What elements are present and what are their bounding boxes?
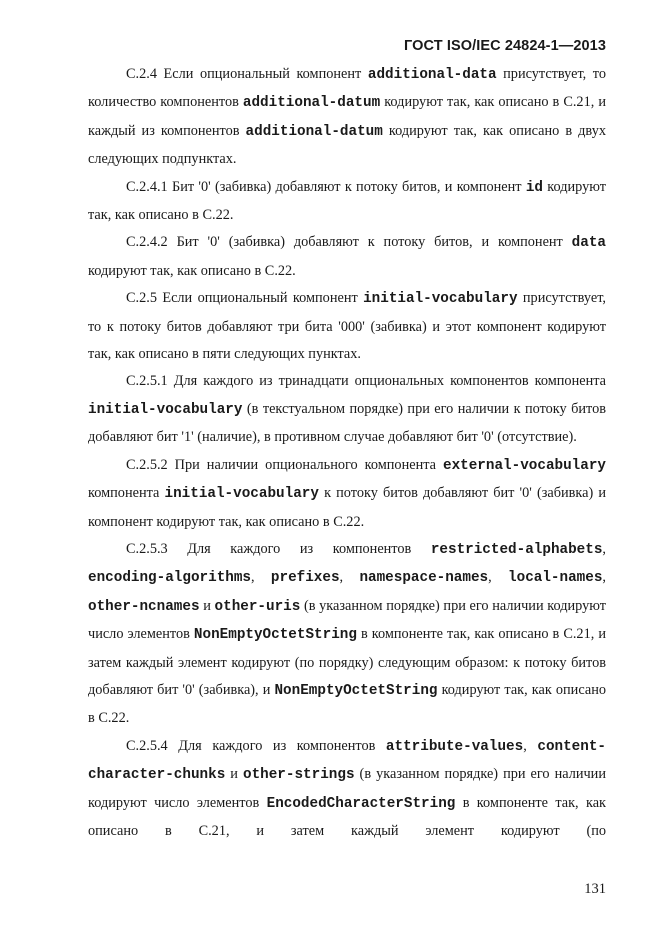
paragraph-text: присутствует, то количество компонентов (88, 66, 606, 111)
paragraph-text: , (339, 569, 360, 586)
code-identifier: other-strings (242, 767, 355, 784)
code-identifier: additional-datum (245, 123, 383, 140)
document-body (88, 61, 606, 845)
paragraph-text: C.2.5.4 Для каждого из компонентов (126, 737, 386, 754)
paragraph-text: , (602, 540, 606, 557)
paragraph-text: кодируют так, как описано в C.21, и каждый из компонентов (88, 94, 606, 139)
code-identifier: content-character-chunks (88, 738, 606, 784)
paragraph-c-2-5-4 (88, 733, 606, 846)
paragraph-text: C.2.5 Если опциональный компонент (126, 290, 364, 307)
code-identifier: initial-vocabulary (363, 291, 518, 308)
code-identifier: additional-datum (242, 95, 381, 112)
paragraph-text: к потоку битов добавляют бит '0' (забивка) и компонент кодируют так, как описано в C.22. (88, 485, 606, 530)
paragraph-text: кодируют так, как описано в C.22. (88, 178, 606, 224)
code-identifier: NonEmptyOctetString (274, 682, 438, 699)
paragraph-c-2-4-1 (88, 174, 606, 230)
paragraph-c-2-4 (88, 61, 606, 174)
code-identifier: initial-vocabulary (88, 401, 243, 418)
paragraph-c-2-5-1 (88, 368, 606, 451)
paragraph-text: C.2.4.1 Бит '0' (забивка) добавляют к потоку битов, и компонент (126, 178, 526, 195)
code-identifier: other-uris (214, 598, 301, 615)
paragraph-text: C.2.4.2 Бит '0' (забивка) добавляют к потоку битов, и компонент (126, 234, 572, 251)
code-identifier: attribute-values (385, 738, 524, 755)
document-header: ГОСТ ISO/IEC 24824-1—2013 (404, 38, 606, 54)
code-identifier: initial-vocabulary (164, 486, 319, 503)
code-identifier: id (525, 179, 543, 196)
paragraph-text: , (251, 569, 271, 586)
code-identifier: EncodedCharacterString (266, 795, 456, 812)
paragraph-text: в компоненте так, как описано в C.21, и затем каждый элемент кодируют (по порядку) следующим образом: к потоку битов добавляют бит '0' (забивка), и (88, 626, 606, 698)
paragraph-c-2-5-3 (88, 536, 606, 733)
paragraph-c-2-5-2 (88, 452, 606, 536)
code-identifier: namespace-names (359, 570, 489, 587)
paragraph-text: и (199, 597, 215, 614)
paragraph-text: кодируют так, как описано в C.22. (88, 681, 606, 727)
paragraph-text: кодируют так, как описано в двух следующих подпунктах. (88, 122, 606, 168)
code-identifier: additional-data (367, 67, 497, 83)
code-identifier: local-names (508, 570, 603, 587)
paragraph-text: , (602, 569, 606, 586)
paragraph-text: кодируют так, как описано в C.22. (88, 262, 296, 279)
paragraph-text: C.2.5.1 Для каждого из тринадцати опциональных компонентов компонента (126, 373, 606, 390)
code-identifier: external-vocabulary (442, 457, 606, 474)
paragraph-text: C.2.5.2 При наличии опционального компонента (126, 456, 443, 473)
paragraph-text: и (225, 766, 243, 783)
paragraph-text: C.2.4 Если опциональный компонент (126, 66, 368, 82)
code-identifier: other-ncnames (88, 598, 200, 615)
paragraph-text: , (523, 737, 538, 754)
paragraph-c-2-5 (88, 285, 606, 368)
paragraph-text: (в указанном порядке) при его наличии кодируют число элементов (88, 766, 606, 811)
paragraph-text: компонента (88, 485, 165, 502)
paragraph-c-2-4-2 (88, 229, 606, 285)
paragraph-text: в компоненте так, как описано в C.21, и затем каждый элемент кодируют (по (88, 794, 606, 839)
paragraph-text: (в текстуальном порядке) при его наличии к потоку битов добавляют бит '1' (наличие), в противном случае добавляют бит '0' (отсутствие). (88, 400, 606, 446)
code-identifier: prefixes (270, 570, 340, 587)
page-number: 131 (584, 881, 606, 897)
code-identifier: data (571, 235, 606, 252)
paragraph-text: C.2.5.3 Для каждого из компонентов (126, 540, 431, 557)
code-identifier: encoding-algorithms (88, 570, 252, 587)
paragraph-text: присутствует, то к потоку битов добавляют три бита '000' (забивка) и этот компонент кодируют так, как описано в пяти следующих пунктах. (88, 290, 606, 363)
code-identifier: NonEmptyOctetString (193, 627, 357, 644)
paragraph-text: (в указанном порядке) при его наличии кодируют число элементов (88, 597, 606, 643)
paragraph-text: , (488, 569, 509, 586)
code-identifier: restricted-alphabets (430, 541, 603, 558)
